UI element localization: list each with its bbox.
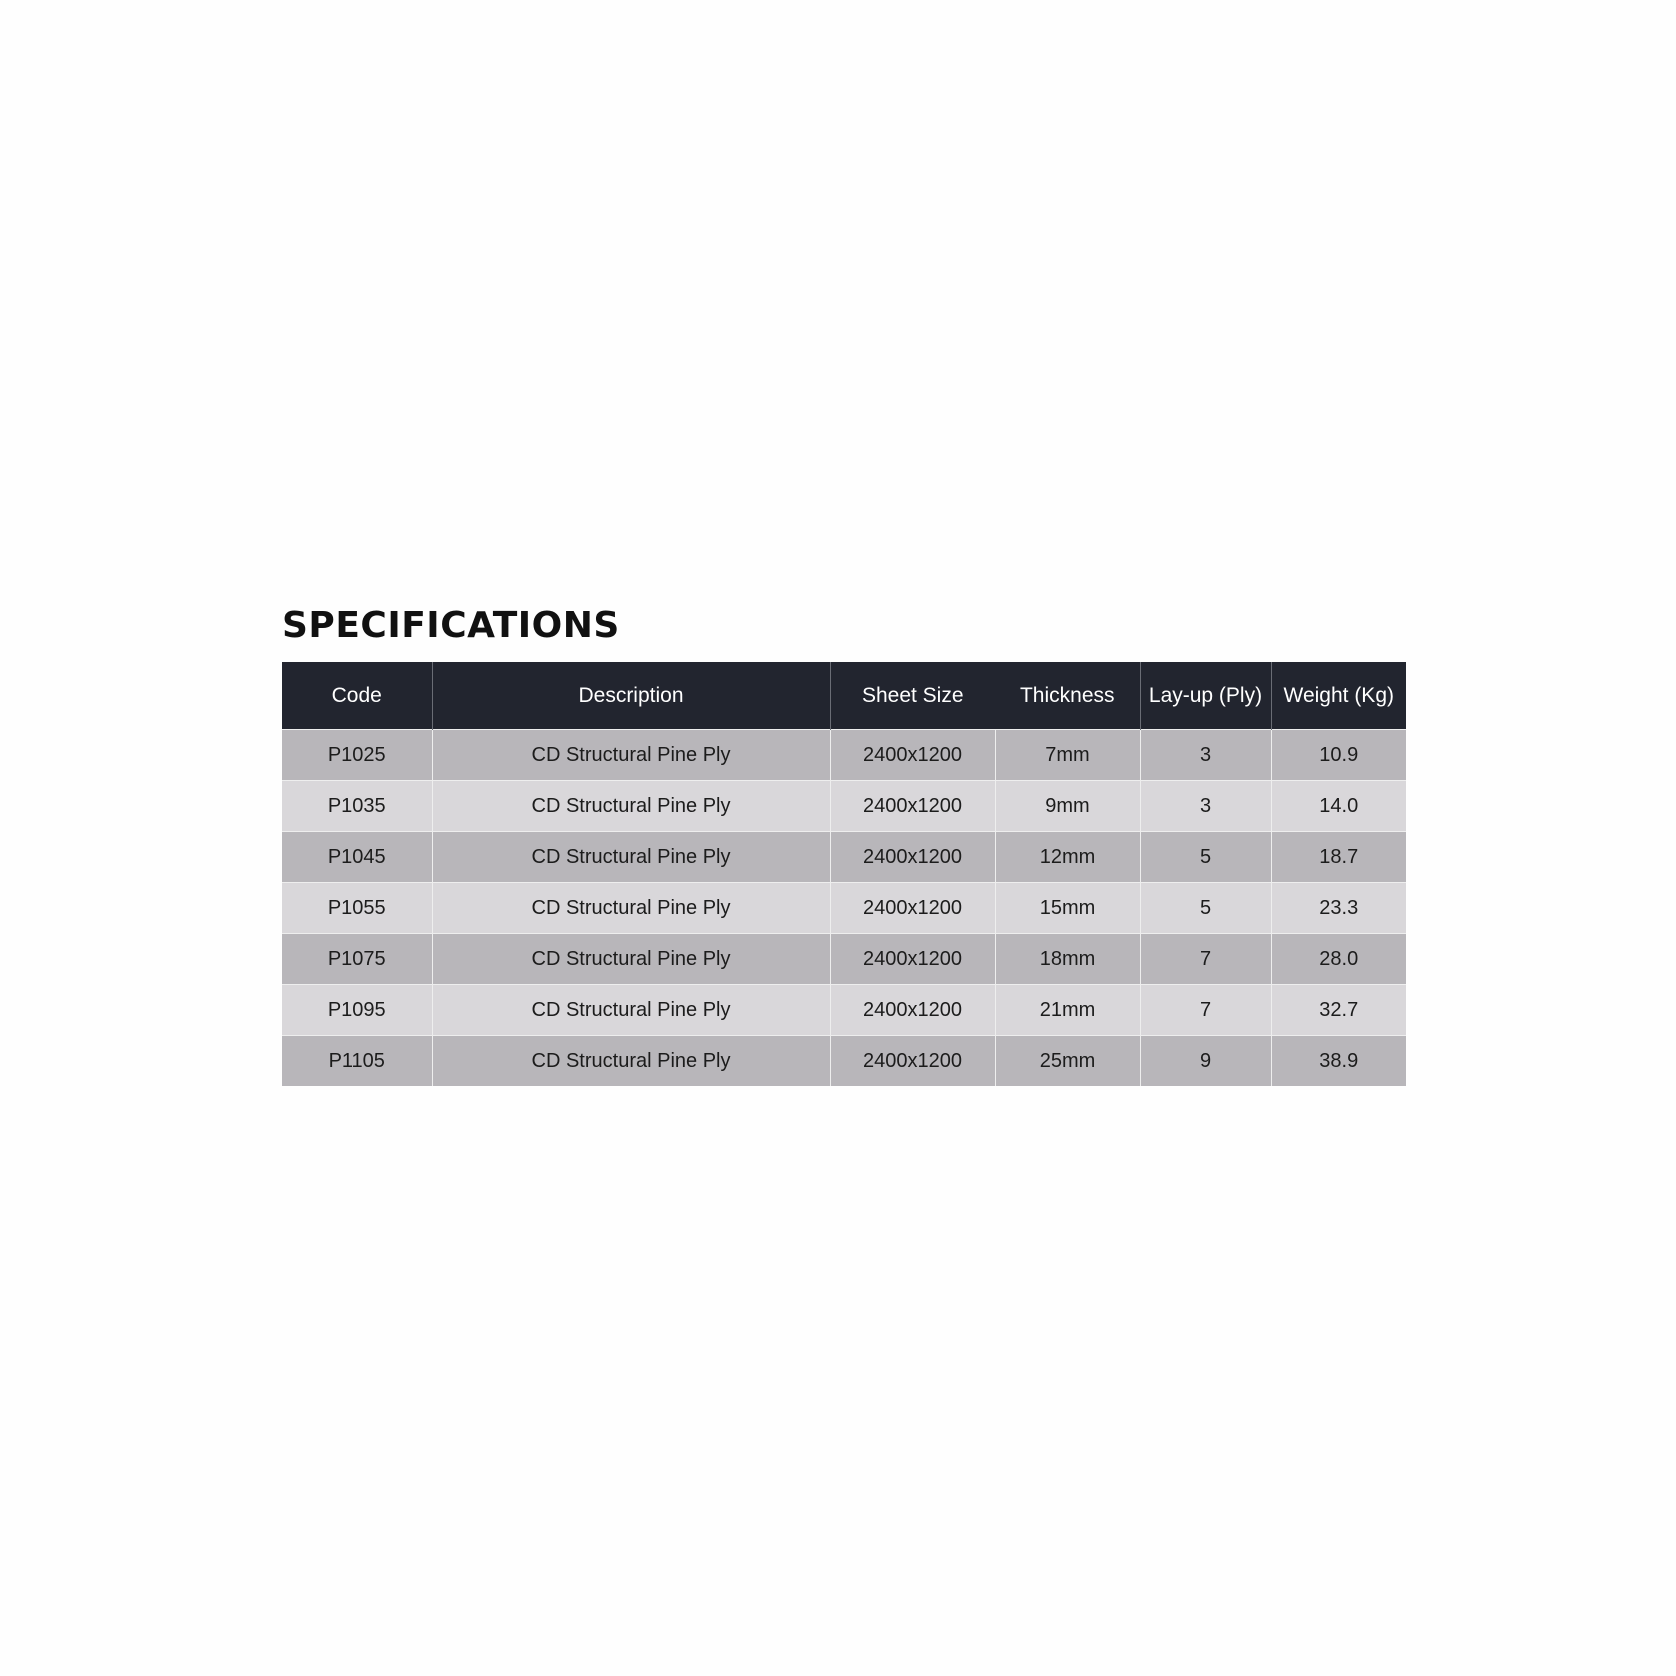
cell-code: P1025 (282, 730, 432, 781)
cell-sheet-size: 2400x1200 (830, 883, 995, 934)
cell-weight: 28.0 (1271, 934, 1406, 985)
cell-code: P1095 (282, 985, 432, 1036)
cell-description: CD Structural Pine Ply (432, 985, 830, 1036)
cell-code: P1045 (282, 832, 432, 883)
cell-description: CD Structural Pine Ply (432, 934, 830, 985)
cell-thickness: 15mm (995, 883, 1140, 934)
table-header-row (282, 662, 1406, 730)
cell-sheet-size: 2400x1200 (830, 730, 995, 781)
header-thickness: Thickness (995, 662, 1140, 730)
cell-code: P1105 (282, 1036, 432, 1087)
cell-description: CD Structural Pine Ply (432, 832, 830, 883)
table-row (282, 985, 1406, 1036)
header-sheet-size: Sheet Size (830, 662, 995, 730)
cell-code: P1075 (282, 934, 432, 985)
table-row (282, 781, 1406, 832)
cell-sheet-size: 2400x1200 (830, 934, 995, 985)
cell-thickness: 18mm (995, 934, 1140, 985)
cell-layup: 5 (1140, 832, 1271, 883)
cell-weight: 14.0 (1271, 781, 1406, 832)
cell-thickness: 9mm (995, 781, 1140, 832)
cell-layup: 7 (1140, 985, 1271, 1036)
cell-weight: 10.9 (1271, 730, 1406, 781)
table-row (282, 1036, 1406, 1087)
cell-description: CD Structural Pine Ply (432, 1036, 830, 1087)
table-row (282, 832, 1406, 883)
table-row (282, 730, 1406, 781)
cell-layup: 3 (1140, 781, 1271, 832)
cell-thickness: 12mm (995, 832, 1140, 883)
cell-layup: 7 (1140, 934, 1271, 985)
cell-thickness: 25mm (995, 1036, 1140, 1087)
specifications-section (282, 604, 1406, 1086)
header-description: Description (432, 662, 830, 730)
cell-description: CD Structural Pine Ply (432, 883, 830, 934)
cell-code: P1055 (282, 883, 432, 934)
table-row (282, 934, 1406, 985)
cell-thickness: 21mm (995, 985, 1140, 1036)
cell-sheet-size: 2400x1200 (830, 985, 995, 1036)
header-layup: Lay-up (Ply) (1140, 662, 1271, 730)
header-weight: Weight (Kg) (1271, 662, 1406, 730)
cell-sheet-size: 2400x1200 (830, 781, 995, 832)
cell-weight: 18.7 (1271, 832, 1406, 883)
cell-layup: 5 (1140, 883, 1271, 934)
cell-layup: 3 (1140, 730, 1271, 781)
specifications-table (282, 662, 1406, 1086)
cell-weight: 38.9 (1271, 1036, 1406, 1087)
cell-description: CD Structural Pine Ply (432, 781, 830, 832)
cell-sheet-size: 2400x1200 (830, 1036, 995, 1087)
cell-description: CD Structural Pine Ply (432, 730, 830, 781)
header-code: Code (282, 662, 432, 730)
cell-weight: 32.7 (1271, 985, 1406, 1036)
cell-sheet-size: 2400x1200 (830, 832, 995, 883)
cell-layup: 9 (1140, 1036, 1271, 1087)
cell-weight: 23.3 (1271, 883, 1406, 934)
cell-code: P1035 (282, 781, 432, 832)
cell-thickness: 7mm (995, 730, 1140, 781)
table-row (282, 883, 1406, 934)
page-title: SPECIFICATIONS (282, 605, 620, 646)
